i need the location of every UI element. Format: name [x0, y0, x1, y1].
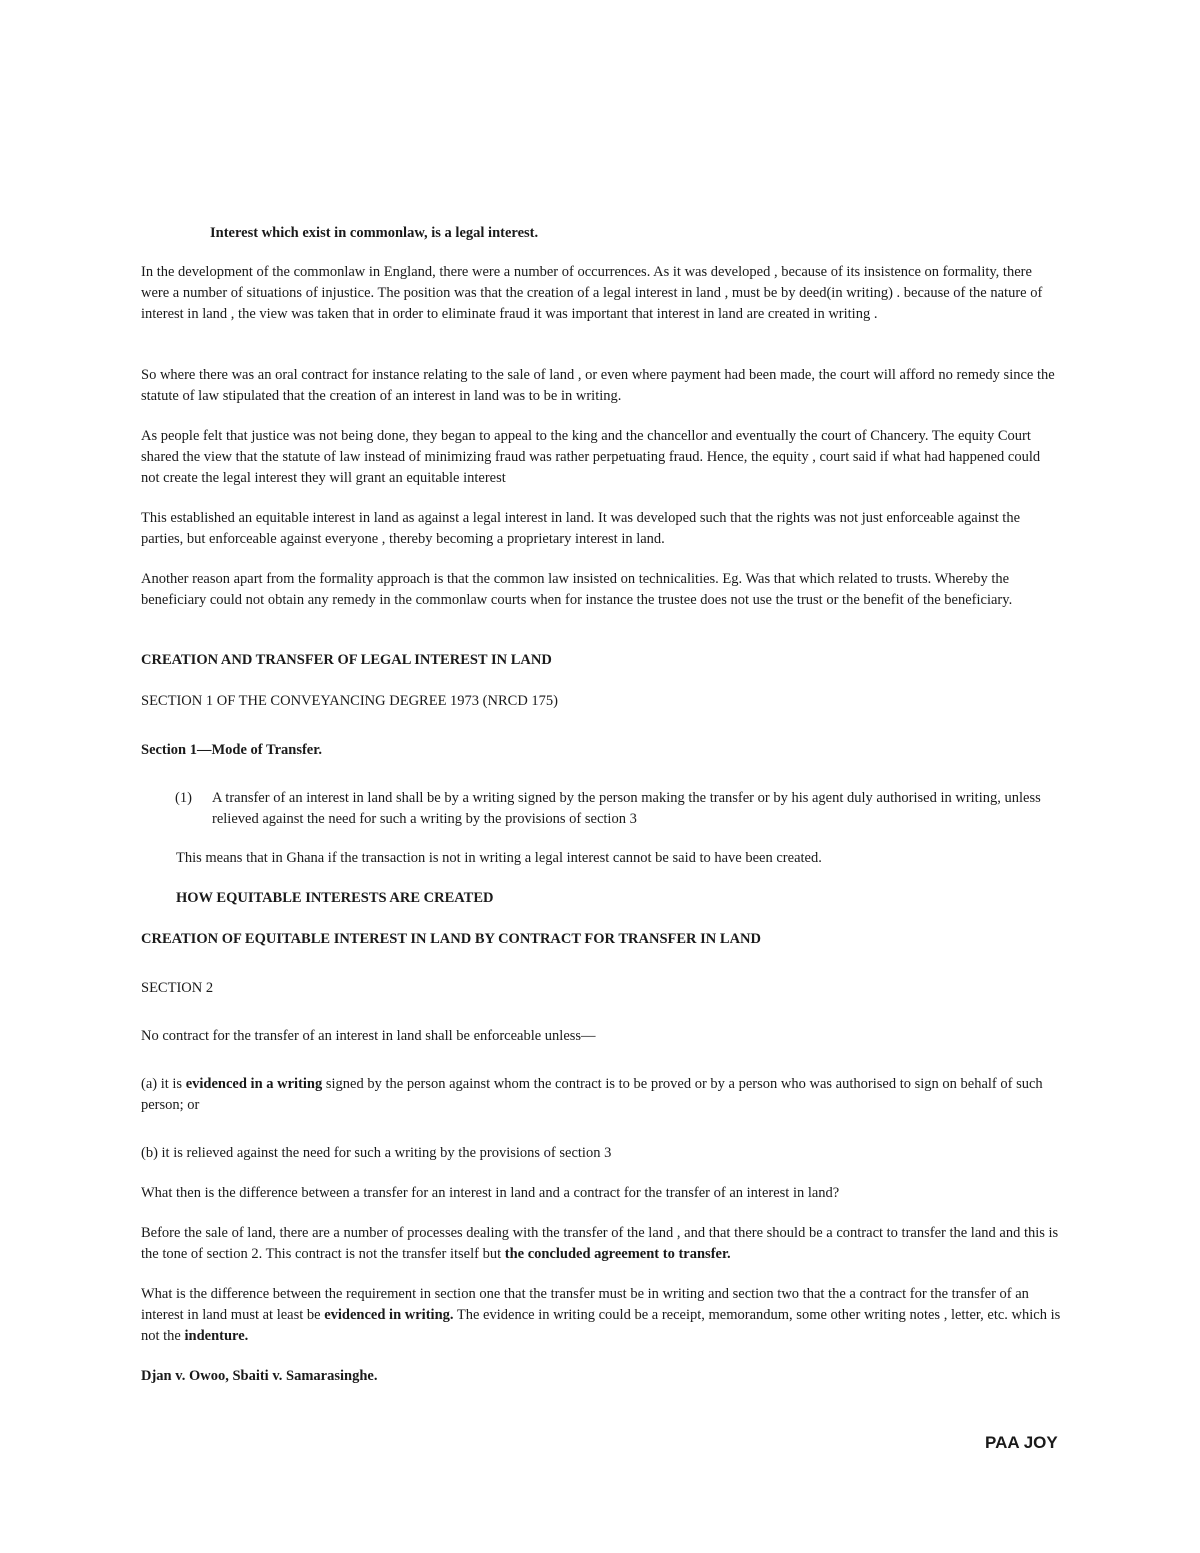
paragraph-technicalities: Another reason apart from the formality approach is that the common law insisted on technicalities. Eg. Was that which related to trusts. Whereby the beneficiary could not obtain any remedy in the commonlaw courts when for instance the trustee does not use the trust or the benefit of the beneficiary.: [141, 571, 1013, 608]
heading-contract: CREATION OF EQUITABLE INTEREST IN LAND BY CONTRACT FOR TRANSFER IN LAND: [141, 931, 761, 947]
paragraph-chancery: As people felt that justice was not being done, they began to appeal to the king and the chancellor and eventually the court of Chancery. The equity Court shared the view that the statute of law instead of minimizing fraud was rather perpetuating fraud. Hence, the equity , court said if what had happened could not create the legal interest they will grant an equitable interest: [141, 428, 1041, 486]
intro-heading: Interest which exist in commonlaw, is a legal interest.: [210, 225, 539, 241]
cases-cited: Djan v. Owoo, Sbaiti v. Samarasinghe.: [141, 1368, 378, 1384]
section1-title: SECTION 1 OF THE CONVEYANCING DEGREE 1973 (NRCD 175): [141, 693, 559, 709]
heading-creation-transfer: CREATION AND TRANSFER OF LEGAL INTEREST IN LAND: [141, 652, 552, 668]
para7-emphasis-2: indenture.: [184, 1328, 249, 1344]
item-a-suffix: signed by the person against whom the contract is to be proved or by a person who was authorised to sign on behalf of such person; or: [141, 1076, 1043, 1113]
no-contract-text: No contract for the transfer of an interest in land shall be enforceable unless—: [141, 1028, 596, 1044]
paragraph-commonlaw: In the development of the commonlaw in England, there were a number of occurrences. As it was developed , because of its insistence on formality, there were a number of situations of injustice. The position was that the creation of a legal interest in land , must be by deed(in writing) . because of the nature of interest in land , the view was taken that in order to eliminate fraud it was important that interest in land are created in writing .: [141, 264, 1043, 322]
item-a: [141, 1074, 1061, 1116]
paragraph-equitable-interest: This established an equitable interest in land as against a legal interest in land. It was developed such that the rights was not just enforceable against the parties, but enforceable against everyone , thereby becoming a proprietary interest in land.: [141, 510, 1021, 547]
question-difference: What then is the difference between a transfer for an interest in land and a contract for the transfer of an interest in land?: [141, 1185, 840, 1201]
list-text: A transfer of an interest in land shall be by a writing signed by the person making the transfer or by his agent duly authorised in writing, unless relieved against the need for such a writing by the provisions of section 3: [212, 790, 1041, 827]
list-number: (1): [175, 790, 192, 806]
item-b: (b) it is relieved against the need for such a writing by the provisions of section 3: [141, 1145, 612, 1161]
section2-title: SECTION 2: [141, 980, 214, 996]
para7-mid: The evidence in writing could be a receipt, memorandum, some other writing notes , letter, etc. which is not the: [141, 1307, 1061, 1344]
para7-text: What is the difference between the requirement in section one that the transfer must be in writing and section two that the a contract for the transfer of an interest in land must at least be: [141, 1286, 1029, 1323]
paragraph-sale-of-land: [141, 1223, 1061, 1265]
item-a-emphasis: evidenced in a writing: [185, 1076, 323, 1092]
footer-author: PAA JOY: [985, 1433, 1058, 1452]
item-a-prefix: (a) it is: [141, 1076, 186, 1092]
ghana-note: This means that in Ghana if the transaction is not in writing a legal interest cannot be said to have been created.: [176, 850, 822, 866]
para6-text: Before the sale of land, there are a number of processes dealing with the transfer of the land , and that there should be a contract to transfer the land and this is the tone of section 2. This contract is not the transfer itself but: [141, 1225, 1059, 1262]
section1-subtitle: Section 1—Mode of Transfer.: [141, 742, 322, 758]
heading-equitable: HOW EQUITABLE INTERESTS ARE CREATED: [176, 890, 494, 906]
paragraph-requirement: [141, 1284, 1061, 1347]
paragraph-oral-contract: So where there was an oral contract for instance relating to the sale of land , or even where payment had been made, the court will afford no remedy since the statute of law stipulated that the creation of an interest in land was to be in writing.: [141, 367, 1055, 404]
para7-emphasis: evidenced in writing.: [324, 1307, 454, 1323]
para6-emphasis: the concluded agreement to transfer.: [504, 1246, 731, 1262]
